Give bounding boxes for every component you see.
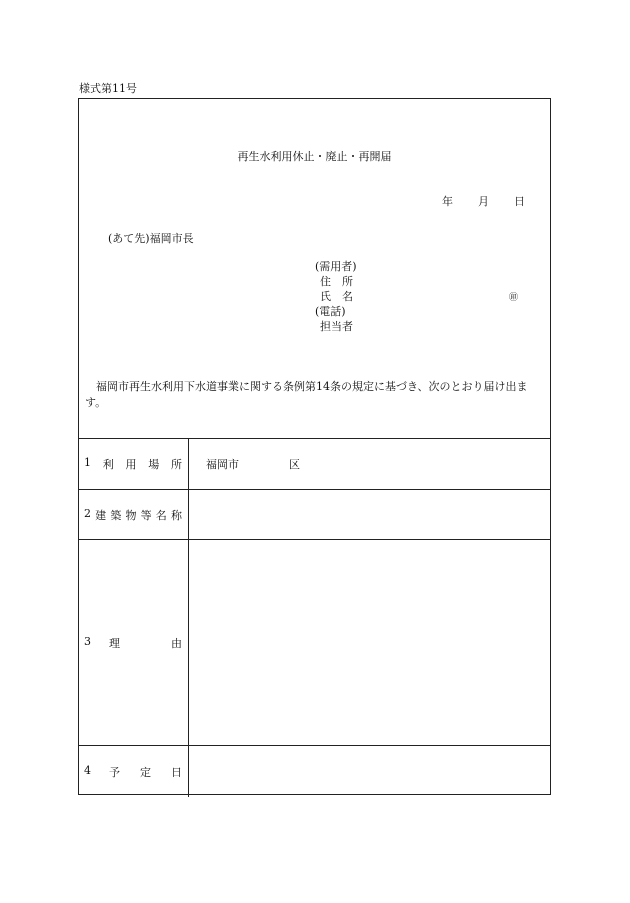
name-label: 氏 名 (320, 290, 353, 303)
row-label: 3 理 由 (84, 634, 182, 650)
seal-mark: ㊞ (509, 293, 519, 303)
date-day-label: 日 (514, 195, 525, 208)
label-cell (78, 439, 189, 489)
addressee: (あて先)福岡市長 (108, 232, 194, 245)
building-name-input-cell[interactable] (189, 490, 551, 539)
label-cell (78, 540, 189, 745)
details-table (78, 438, 551, 797)
address-label: 住 所 (320, 275, 353, 288)
form-number: 様式第11号 (79, 82, 137, 95)
location-input-cell[interactable] (189, 439, 551, 489)
phone-label: (電話) (315, 305, 346, 318)
row-label: 1 利 用 場 所 (84, 456, 182, 471)
ward-suffix: 区 (289, 458, 300, 471)
person-in-charge-label: 担当者 (320, 320, 353, 333)
row-label: 2 建 築 物 等 名 称 (84, 506, 182, 522)
notification-text: 福岡市再生水利用下水道事業に関する条例第14条の規定に基づき、次のとおり届け出ます。 (85, 380, 528, 409)
table-row-building-name (78, 490, 551, 540)
label-cell (78, 490, 189, 539)
table-row-location (78, 439, 551, 490)
row-label: 4 予 定 日 (84, 763, 182, 779)
applicant-heading: (需用者) (315, 260, 357, 273)
scheduled-date-input-cell[interactable] (189, 746, 551, 797)
form-frame (78, 98, 551, 795)
applicant-block (315, 259, 375, 334)
table-row-scheduled-date (78, 746, 551, 797)
reason-input-cell[interactable] (189, 540, 551, 745)
date-month-label: 月 (478, 195, 489, 208)
date-year-label: 年 (442, 195, 453, 208)
label-cell (78, 746, 189, 797)
table-row-reason (78, 540, 551, 746)
city-prefix: 福岡市 (206, 458, 239, 471)
form-title: 再生水利用休止・廃止・再開届 (237, 150, 392, 163)
